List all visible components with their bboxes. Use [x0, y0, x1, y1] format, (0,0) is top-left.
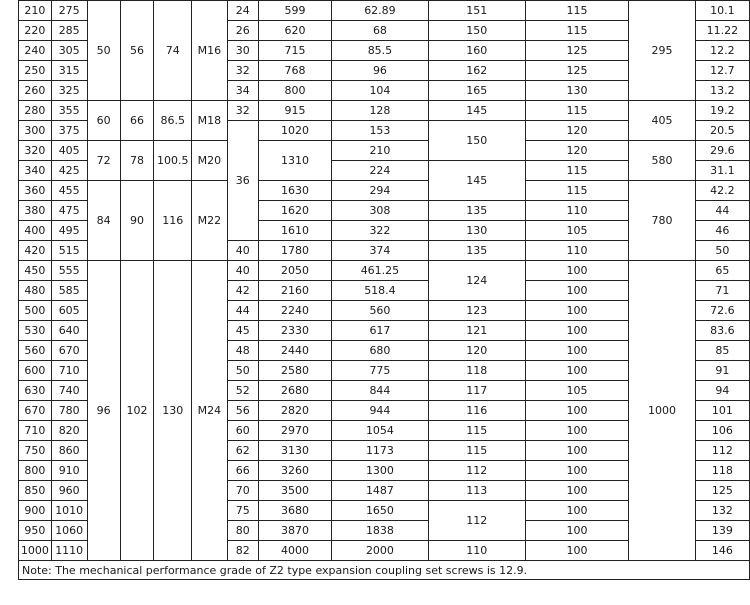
table-cell: 1487 — [332, 481, 429, 501]
table-cell: 118 — [428, 361, 525, 381]
table-cell: 1620 — [258, 201, 331, 221]
table-cell: 96 — [87, 261, 120, 561]
table-cell: 91 — [695, 361, 749, 381]
table-cell: 495 — [51, 221, 87, 241]
table-cell: 915 — [258, 101, 331, 121]
table-cell: 96 — [332, 61, 429, 81]
table-cell: 100 — [525, 321, 629, 341]
table-cell: 11.22 — [695, 21, 749, 41]
table-cell: 800 — [19, 461, 52, 481]
table-cell: 13.2 — [695, 81, 749, 101]
table-cell: 944 — [332, 401, 429, 421]
table-cell: 100 — [525, 501, 629, 521]
table-cell: 850 — [19, 481, 52, 501]
table-cell: 10.1 — [695, 1, 749, 21]
table-cell: 72.6 — [695, 301, 749, 321]
table-cell: 125 — [525, 41, 629, 61]
table-cell: 1010 — [51, 501, 87, 521]
table-cell: 950 — [19, 521, 52, 541]
table-cell: 3870 — [258, 521, 331, 541]
table-cell: 450 — [19, 261, 52, 281]
table-cell: 220 — [19, 21, 52, 41]
table-cell: 145 — [428, 101, 525, 121]
table-cell: 630 — [19, 381, 52, 401]
table-cell: 110 — [428, 541, 525, 561]
table-cell: 78 — [120, 141, 154, 181]
table-cell: 2330 — [258, 321, 331, 341]
table-cell: 116 — [154, 181, 192, 261]
table-cell: 3500 — [258, 481, 331, 501]
table-cell: 740 — [51, 381, 87, 401]
table-cell: 768 — [258, 61, 331, 81]
table-cell: 1310 — [258, 141, 331, 181]
table-cell: 355 — [51, 101, 87, 121]
table-cell: 1000 — [629, 261, 695, 561]
table-cell: 62.89 — [332, 1, 429, 21]
table-cell: 116 — [428, 401, 525, 421]
table-cell: 94 — [695, 381, 749, 401]
table-cell: 120 — [525, 121, 629, 141]
table-cell: 285 — [51, 21, 87, 41]
table-cell: 19.2 — [695, 101, 749, 121]
table-cell: 120 — [428, 341, 525, 361]
table-cell: 780 — [629, 181, 695, 261]
table-cell: 132 — [695, 501, 749, 521]
table-cell: 44 — [695, 201, 749, 221]
table-cell: 295 — [629, 1, 695, 101]
table-cell: 1610 — [258, 221, 331, 241]
table-cell: 2000 — [332, 541, 429, 561]
table-cell: 115 — [428, 421, 525, 441]
table-cell: 860 — [51, 441, 87, 461]
table-cell: 325 — [51, 81, 87, 101]
table-cell: 2240 — [258, 301, 331, 321]
table-cell: 100 — [525, 301, 629, 321]
table-cell: 844 — [332, 381, 429, 401]
table-cell: 44 — [227, 301, 258, 321]
table-cell: 135 — [428, 241, 525, 261]
table-cell: 100 — [525, 541, 629, 561]
table-cell: 110 — [525, 201, 629, 221]
table-cell: 1110 — [51, 541, 87, 561]
table-cell: 461.25 — [332, 261, 429, 281]
table-cell: 115 — [525, 161, 629, 181]
table-cell: 710 — [51, 361, 87, 381]
table-cell: 85.5 — [332, 41, 429, 61]
table-cell: 115 — [525, 21, 629, 41]
table-cell: 100 — [525, 261, 629, 281]
table-cell: 20.5 — [695, 121, 749, 141]
table-cell: 620 — [258, 21, 331, 41]
table-cell: 150 — [428, 21, 525, 41]
table-cell: 30 — [227, 41, 258, 61]
table-cell: 600 — [19, 361, 52, 381]
table-note: Note: The mechanical performance grade of Z2 type expansion coupling set screws is 12.9. — [19, 561, 750, 580]
table-cell: 112 — [428, 501, 525, 541]
table-cell: 139 — [695, 521, 749, 541]
table-cell: 322 — [332, 221, 429, 241]
table-cell: 960 — [51, 481, 87, 501]
table-cell: 71 — [695, 281, 749, 301]
table-cell: 123 — [428, 301, 525, 321]
table-cell: 62 — [227, 441, 258, 461]
table-cell: 40 — [227, 261, 258, 281]
table-cell: 100 — [525, 361, 629, 381]
table-cell: 105 — [525, 381, 629, 401]
table-cell: 4000 — [258, 541, 331, 561]
table-cell: 42 — [227, 281, 258, 301]
table-cell: 3130 — [258, 441, 331, 461]
table-cell: 34 — [227, 81, 258, 101]
note-row — [19, 561, 750, 580]
table-row — [19, 181, 750, 201]
table-cell: 400 — [19, 221, 52, 241]
table-cell: 580 — [629, 141, 695, 181]
table-cell: 617 — [332, 321, 429, 341]
table-cell: 585 — [51, 281, 87, 301]
table-cell: 45 — [227, 321, 258, 341]
table-cell: 480 — [19, 281, 52, 301]
table-cell: 1838 — [332, 521, 429, 541]
table-cell: 135 — [428, 201, 525, 221]
table-cell: 50 — [695, 241, 749, 261]
table-cell: 305 — [51, 41, 87, 61]
table-cell: 515 — [51, 241, 87, 261]
table-cell: 100 — [525, 421, 629, 441]
table-cell: 74 — [154, 1, 192, 101]
table-cell: 375 — [51, 121, 87, 141]
table-cell: 405 — [51, 141, 87, 161]
coupling-spec-table — [18, 0, 750, 580]
table-cell: 1054 — [332, 421, 429, 441]
table-cell: 1630 — [258, 181, 331, 201]
table-cell: 555 — [51, 261, 87, 281]
table-cell: M20 — [192, 141, 228, 181]
table-cell: 153 — [332, 121, 429, 141]
table-cell: 112 — [428, 461, 525, 481]
table-cell: 320 — [19, 141, 52, 161]
table-cell: 820 — [51, 421, 87, 441]
table-cell: 56 — [227, 401, 258, 421]
table-cell: 100 — [525, 401, 629, 421]
table-cell: 101 — [695, 401, 749, 421]
table-cell: 115 — [525, 101, 629, 121]
table-cell: 380 — [19, 201, 52, 221]
table-cell: 605 — [51, 301, 87, 321]
table-cell: 560 — [332, 301, 429, 321]
table-cell: 2970 — [258, 421, 331, 441]
table-cell: 3680 — [258, 501, 331, 521]
table-cell: 56 — [120, 1, 154, 101]
table-cell: 599 — [258, 1, 331, 21]
table-cell: 775 — [332, 361, 429, 381]
table-cell: 86.5 — [154, 101, 192, 141]
table-cell: 70 — [227, 481, 258, 501]
table-cell: 66 — [227, 461, 258, 481]
table-cell: 104 — [332, 81, 429, 101]
table-cell: 115 — [525, 181, 629, 201]
table-cell: 340 — [19, 161, 52, 181]
table-cell: 29.6 — [695, 141, 749, 161]
table-cell: 36 — [227, 121, 258, 241]
table-cell: 240 — [19, 41, 52, 61]
table-cell: 12.2 — [695, 41, 749, 61]
table-cell: 2580 — [258, 361, 331, 381]
table-cell: 52 — [227, 381, 258, 401]
table-cell: 100 — [525, 521, 629, 541]
table-cell: 75 — [227, 501, 258, 521]
spec-table-container — [18, 0, 750, 580]
table-cell: 31.1 — [695, 161, 749, 181]
table-cell: 250 — [19, 61, 52, 81]
table-cell: 145 — [428, 161, 525, 201]
table-cell: 160 — [428, 41, 525, 61]
table-cell: 162 — [428, 61, 525, 81]
table-row — [19, 101, 750, 121]
table-cell: 3260 — [258, 461, 331, 481]
table-cell: 308 — [332, 201, 429, 221]
table-cell: 2820 — [258, 401, 331, 421]
table-cell: 80 — [227, 521, 258, 541]
table-cell: 425 — [51, 161, 87, 181]
table-cell: 360 — [19, 181, 52, 201]
table-cell: 640 — [51, 321, 87, 341]
table-cell: 65 — [695, 261, 749, 281]
table-cell: 455 — [51, 181, 87, 201]
table-cell: 60 — [87, 101, 120, 141]
table-cell: 50 — [87, 1, 120, 101]
table-cell: 165 — [428, 81, 525, 101]
table-cell: 800 — [258, 81, 331, 101]
table-cell: 115 — [428, 441, 525, 461]
table-cell: 121 — [428, 321, 525, 341]
table-cell: 120 — [525, 141, 629, 161]
table-cell: 420 — [19, 241, 52, 261]
table-cell: 1300 — [332, 461, 429, 481]
table-cell: 110 — [525, 241, 629, 261]
table-cell: 300 — [19, 121, 52, 141]
table-cell: 130 — [525, 81, 629, 101]
table-cell: 100 — [525, 481, 629, 501]
table-cell: 780 — [51, 401, 87, 421]
table-cell: 146 — [695, 541, 749, 561]
table-cell: 210 — [332, 141, 429, 161]
table-cell: 106 — [695, 421, 749, 441]
table-cell: 118 — [695, 461, 749, 481]
table-cell: 750 — [19, 441, 52, 461]
table-cell: 112 — [695, 441, 749, 461]
table-cell: 151 — [428, 1, 525, 21]
table-cell: 2160 — [258, 281, 331, 301]
table-cell: 100 — [525, 461, 629, 481]
table-cell: 560 — [19, 341, 52, 361]
table-cell: 128 — [332, 101, 429, 121]
table-cell: 100 — [525, 281, 629, 301]
table-row — [19, 141, 750, 161]
table-cell: 50 — [227, 361, 258, 381]
table-cell: 113 — [428, 481, 525, 501]
table-cell: 710 — [19, 421, 52, 441]
table-cell: 680 — [332, 341, 429, 361]
table-cell: 124 — [428, 261, 525, 301]
table-cell: 260 — [19, 81, 52, 101]
table-cell: 48 — [227, 341, 258, 361]
table-cell: 26 — [227, 21, 258, 41]
table-cell: 130 — [154, 261, 192, 561]
table-cell: 150 — [428, 121, 525, 161]
table-cell: 82 — [227, 541, 258, 561]
table-cell: M22 — [192, 181, 228, 261]
table-cell: 40 — [227, 241, 258, 261]
table-cell: 100 — [525, 341, 629, 361]
table-cell: 46 — [695, 221, 749, 241]
table-cell: 85 — [695, 341, 749, 361]
table-cell: 32 — [227, 101, 258, 121]
table-cell: 224 — [332, 161, 429, 181]
table-cell: 90 — [120, 181, 154, 261]
table-cell: 294 — [332, 181, 429, 201]
table-cell: 670 — [19, 401, 52, 421]
table-cell: 100 — [525, 441, 629, 461]
table-cell: 715 — [258, 41, 331, 61]
table-cell: 60 — [227, 421, 258, 441]
table-cell: 518.4 — [332, 281, 429, 301]
table-cell: 2440 — [258, 341, 331, 361]
table-cell: 68 — [332, 21, 429, 41]
table-cell: 1173 — [332, 441, 429, 461]
table-cell: 530 — [19, 321, 52, 341]
table-cell: 84 — [87, 181, 120, 261]
table-cell: M24 — [192, 261, 228, 561]
table-cell: 125 — [695, 481, 749, 501]
table-cell: 210 — [19, 1, 52, 21]
table-cell: 475 — [51, 201, 87, 221]
table-cell: 2680 — [258, 381, 331, 401]
table-cell: 102 — [120, 261, 154, 561]
table-cell: 125 — [525, 61, 629, 81]
table-cell: 405 — [629, 101, 695, 141]
table-cell: 117 — [428, 381, 525, 401]
table-cell: M18 — [192, 101, 228, 141]
table-cell: 42.2 — [695, 181, 749, 201]
table-cell: M16 — [192, 1, 228, 101]
table-cell: 72 — [87, 141, 120, 181]
table-cell: 1060 — [51, 521, 87, 541]
table-cell: 374 — [332, 241, 429, 261]
table-cell: 83.6 — [695, 321, 749, 341]
table-cell: 105 — [525, 221, 629, 241]
table-cell: 280 — [19, 101, 52, 121]
table-cell: 910 — [51, 461, 87, 481]
table-cell: 130 — [428, 221, 525, 241]
table-cell: 66 — [120, 101, 154, 141]
table-cell: 24 — [227, 1, 258, 21]
table-cell: 500 — [19, 301, 52, 321]
table-row — [19, 1, 750, 21]
table-row — [19, 261, 750, 281]
table-cell: 275 — [51, 1, 87, 21]
table-cell: 1780 — [258, 241, 331, 261]
table-cell: 1650 — [332, 501, 429, 521]
table-cell: 670 — [51, 341, 87, 361]
table-cell: 1000 — [19, 541, 52, 561]
table-cell: 2050 — [258, 261, 331, 281]
table-cell: 100.5 — [154, 141, 192, 181]
table-cell: 12.7 — [695, 61, 749, 81]
table-cell: 1020 — [258, 121, 331, 141]
table-cell: 32 — [227, 61, 258, 81]
table-cell: 315 — [51, 61, 87, 81]
table-cell: 900 — [19, 501, 52, 521]
table-cell: 115 — [525, 1, 629, 21]
